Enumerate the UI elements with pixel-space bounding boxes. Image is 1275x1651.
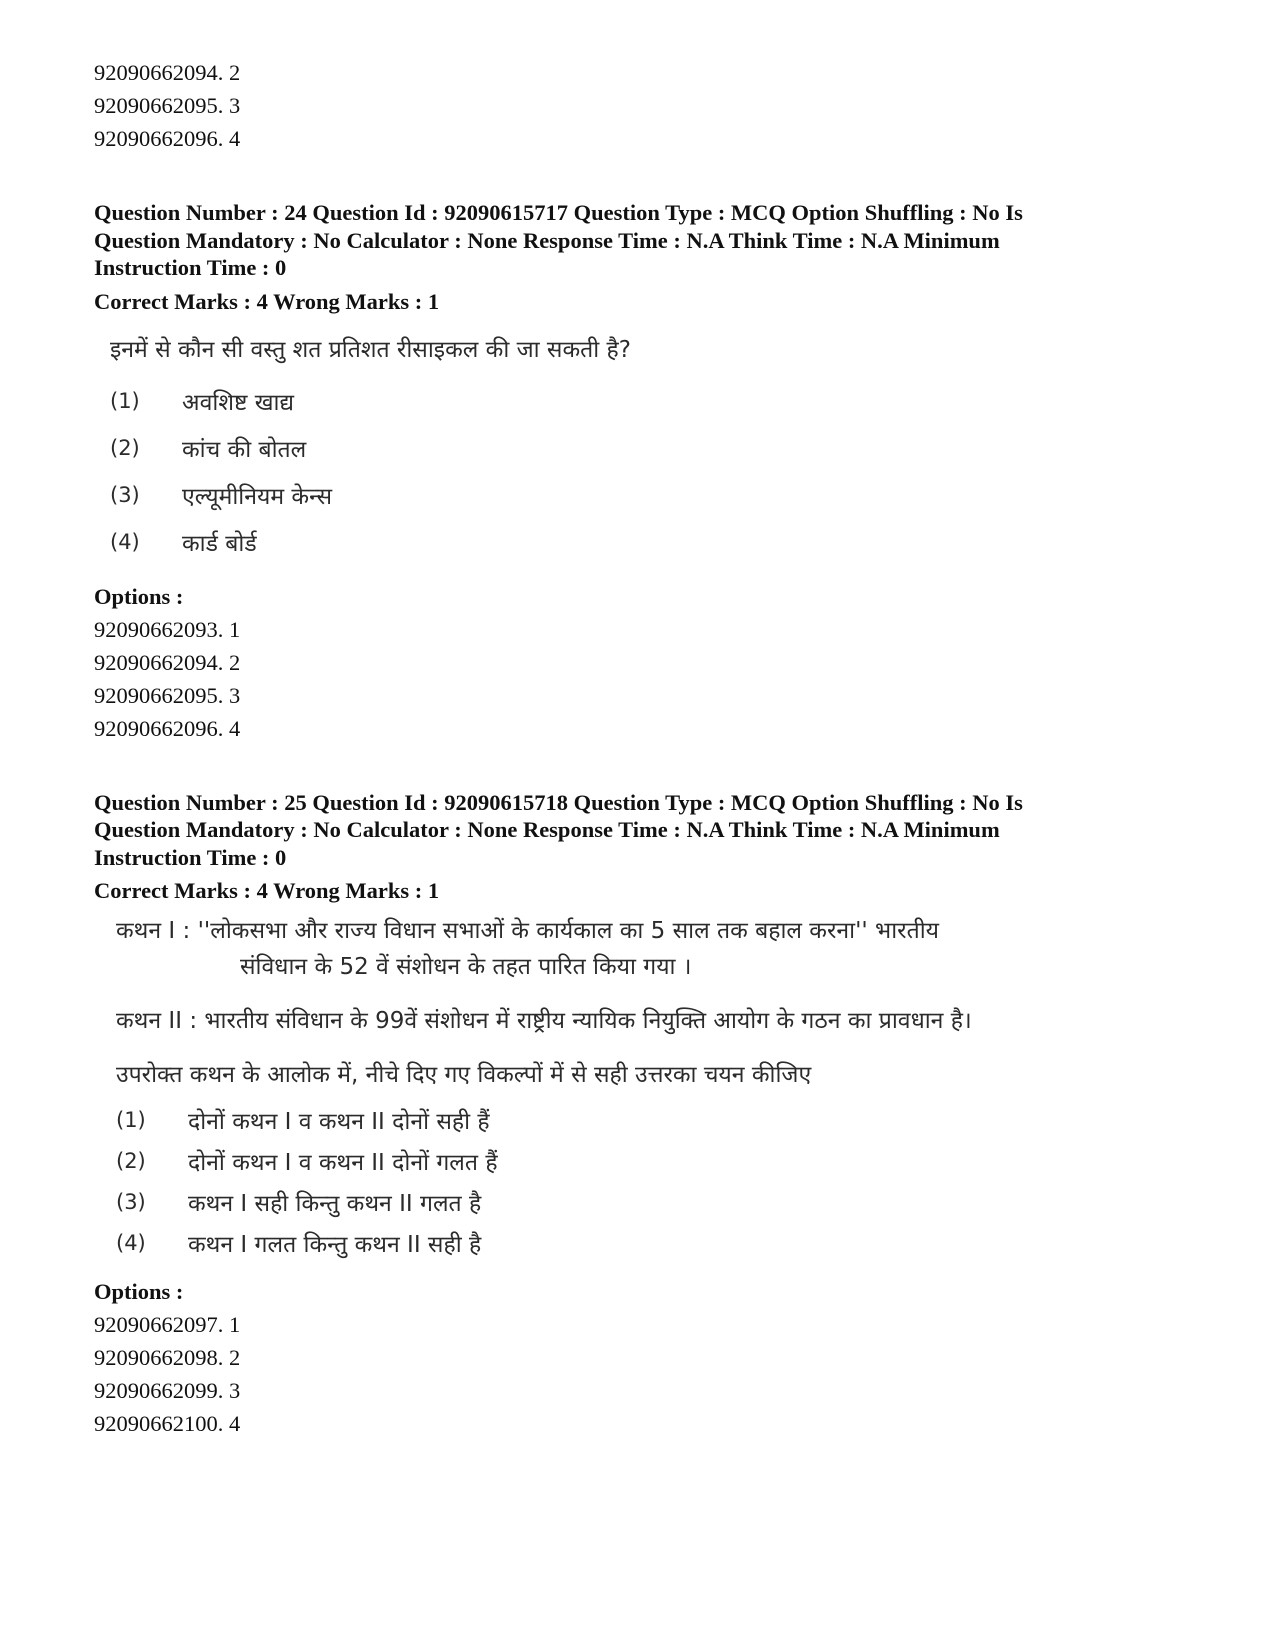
choice-text: अवशिष्ट खाद्य xyxy=(182,390,294,416)
option-id-line: 92090662097. 1 xyxy=(94,1312,241,1337)
option-id-line: 92090662094. 2 xyxy=(94,60,241,85)
choice-text: कार्ड बोर्ड xyxy=(182,531,257,557)
choice-item xyxy=(116,1099,1094,1140)
choice-number: (3) xyxy=(110,483,140,507)
document-page xyxy=(94,56,1094,1440)
question-meta-line: Instruction Time : 0 xyxy=(94,255,287,280)
question-25 xyxy=(94,789,1094,1441)
previous-question-options xyxy=(94,56,1094,155)
question-image xyxy=(110,330,1094,566)
option-id-line: 92090662093. 1 xyxy=(94,616,241,642)
choice-text: कथन I सही किन्तु कथन II गलत है xyxy=(188,1190,482,1217)
choice-text: दोनों कथन I व कथन II दोनों सही हैं xyxy=(188,1108,490,1135)
question-stem: इनमें से कौन सी वस्तु शत प्रतिशत रीसाइकल की जा सकती है? xyxy=(110,336,631,363)
question-meta-line: Instruction Time : 0 xyxy=(94,844,287,870)
options-section xyxy=(94,1275,1094,1440)
choice-number: (1) xyxy=(110,389,140,413)
choice-text: दोनों कथन I व कथन II दोनों गलत हैं xyxy=(188,1149,498,1176)
marks-line: Correct Marks : 4 Wrong Marks : 1 xyxy=(94,288,440,314)
option-id-line: 92090662095. 3 xyxy=(94,682,241,708)
choice-number: (2) xyxy=(110,436,140,460)
choice-item xyxy=(110,472,1094,519)
question-meta-line: Question Number : 25 Question Id : 92090615718 Question Type : MCQ Option Shuffling : No Is xyxy=(94,789,1023,815)
option-id-line: 92090662094. 2 xyxy=(94,649,241,675)
options-label: Options : xyxy=(94,1279,184,1304)
statement-1: कथन I : ''लोकसभा और राज्य विधान सभाओं के कार्यकाल का 5 साल तक बहाल करना'' भारतीय xyxy=(116,918,940,944)
question-instruction: उपरोक्त कथन के आलोक में, नीचे दिए गए विकल्पों में से सही उत्तरका चयन कीजिए xyxy=(116,1062,812,1088)
choice-text: कांच की बोतल xyxy=(182,437,307,463)
question-meta-line: Question Mandatory : No Calculator : None Response Time : N.A Think Time : N.A Minimum xyxy=(94,227,1000,253)
question-meta xyxy=(94,199,1094,282)
marks-line: Correct Marks : 4 Wrong Marks : 1 xyxy=(94,878,440,903)
question-meta-line: Question Mandatory : No Calculator : None Response Time : N.A Think Time : N.A Minimum xyxy=(94,817,1000,842)
choice-number: (4) xyxy=(110,530,140,554)
choice-number: (1) xyxy=(116,1107,146,1132)
option-id-line: 92090662096. 4 xyxy=(94,715,241,741)
option-id-line: 92090662100. 4 xyxy=(94,1411,241,1436)
question-image xyxy=(116,913,1094,1263)
choice-number: (3) xyxy=(116,1189,146,1214)
choice-item xyxy=(116,1140,1094,1181)
choice-text: कथन I गलत किन्तु कथन II सही है xyxy=(188,1231,482,1258)
options-label: Options : xyxy=(94,583,184,609)
option-id-line: 92090662099. 3 xyxy=(94,1378,241,1403)
choice-item xyxy=(110,519,1094,566)
choice-item xyxy=(110,425,1094,472)
statement-1-continued: संविधान के 52 वें संशोधन के तहत पारित किया गया । xyxy=(240,954,692,980)
choice-number: (4) xyxy=(116,1230,146,1255)
option-id-line: 92090662095. 3 xyxy=(94,93,241,118)
choice-list xyxy=(110,378,1094,566)
question-24 xyxy=(94,199,1094,745)
choice-item xyxy=(116,1181,1094,1222)
option-id-line: 92090662096. 4 xyxy=(94,126,241,151)
question-meta-line: Question Number : 24 Question Id : 92090615717 Question Type : MCQ Option Shuffling : No Is xyxy=(94,200,1023,225)
options-section xyxy=(94,580,1094,745)
choice-list xyxy=(116,1099,1094,1263)
choice-item xyxy=(116,1222,1094,1263)
choice-number: (2) xyxy=(116,1148,146,1173)
option-id-line: 92090662098. 2 xyxy=(94,1345,241,1370)
choice-text: एल्यूमीनियम केन्स xyxy=(182,484,333,510)
question-meta xyxy=(94,789,1094,872)
choice-item xyxy=(110,378,1094,425)
statement-2: कथन II : भारतीय संविधान के 99वें संशोधन में राष्ट्रीय न्यायिक नियुक्ति आयोग के गठन का प्रावधान है। xyxy=(116,1008,972,1034)
